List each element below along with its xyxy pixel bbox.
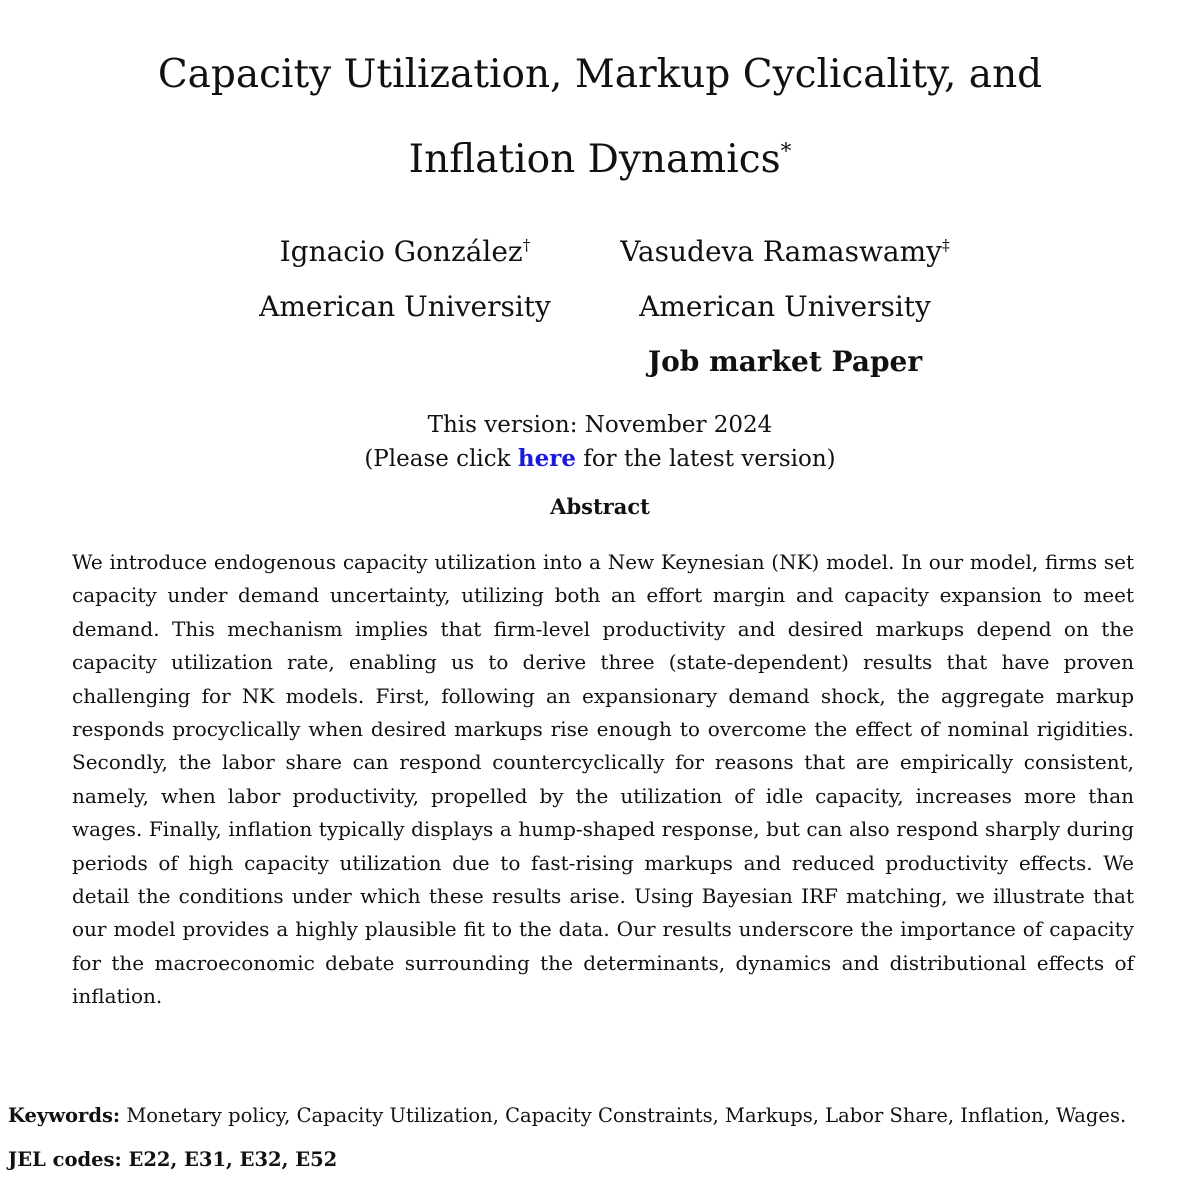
jel-label: JEL codes: <box>8 1148 122 1171</box>
keywords-text: Monetary policy, Capacity Utilization, Capacity Constraints, Markups, Labor Share, Inflation, Wages. <box>120 1104 1127 1127</box>
abstract-heading: Abstract <box>550 494 650 519</box>
author-institution: American University <box>259 290 551 323</box>
title-footnote-mark[interactable]: * <box>780 139 792 164</box>
abstract-body: We introduce endogenous capacity utilization into a New Keynesian (NK) model. In our model, firms set capacity under demand uncertainty, utilizing both an effort margin and capacity expansion to meet demand. This mechanism implies that firm-level productivity and desired markups depend on the capacity utilization rate, enabling us to derive three (state-dependent) results that have proven challenging for NK models. First, following an expansionary demand shock, the aggregate markup responds procyclically when desired markups rise enough to overcome the effect of nominal rigidities. Secondly, the labor share can respond countercyclically for reasons that are empirically consistent, namely, when labor productivity, propelled by the utilization of idle capacity, increases more than wages. Finally, inflation typically displays a hump-shaped response, but can also respond sharply during periods of high capacity utilization due to fast-rising markups and reduced productivity effects. We detail the conditions under which these results arise. Using Bayesian IRF matching, we illustrate that our model provides a highly plausible fit to the data. Our results underscore the importance of capacity for the macroeconomic debate surrounding the determinants, dynamics and distributional effects of inflation. <box>72 550 1134 1009</box>
paper-title-text-1: Capacity Utilization, Markup Cyclicality, and <box>157 52 1043 97</box>
latest-version-link[interactable]: here <box>517 445 577 472</box>
job-market-paper-label: Job market Paper <box>647 345 923 378</box>
paper-title-line-1 <box>0 52 1200 97</box>
latest-version-suffix: for the latest version) <box>576 446 836 472</box>
author-name-line <box>605 235 965 268</box>
latest-version-line <box>0 447 1200 471</box>
version-date: This version: November 2024 <box>427 412 773 438</box>
author-footnote-mark[interactable]: ‡ <box>942 236 950 255</box>
keywords-line <box>8 1106 1193 1126</box>
author-name: Ignacio González <box>279 235 523 268</box>
author-institution: American University <box>639 290 931 323</box>
paper-title-line-2 <box>0 137 1200 182</box>
author-name-line <box>230 235 580 268</box>
paper-title-text-2: Inflation Dynamics <box>408 137 781 182</box>
jel-codes-line <box>8 1150 1193 1170</box>
author-name: Vasudeva Ramaswamy <box>620 235 942 268</box>
keywords-label: Keywords: <box>8 1104 121 1127</box>
author-footnote-mark[interactable]: † <box>522 236 531 255</box>
latest-version-prefix: (Please click <box>364 446 518 472</box>
jel-codes: E22, E31, E32, E52 <box>121 1148 338 1171</box>
